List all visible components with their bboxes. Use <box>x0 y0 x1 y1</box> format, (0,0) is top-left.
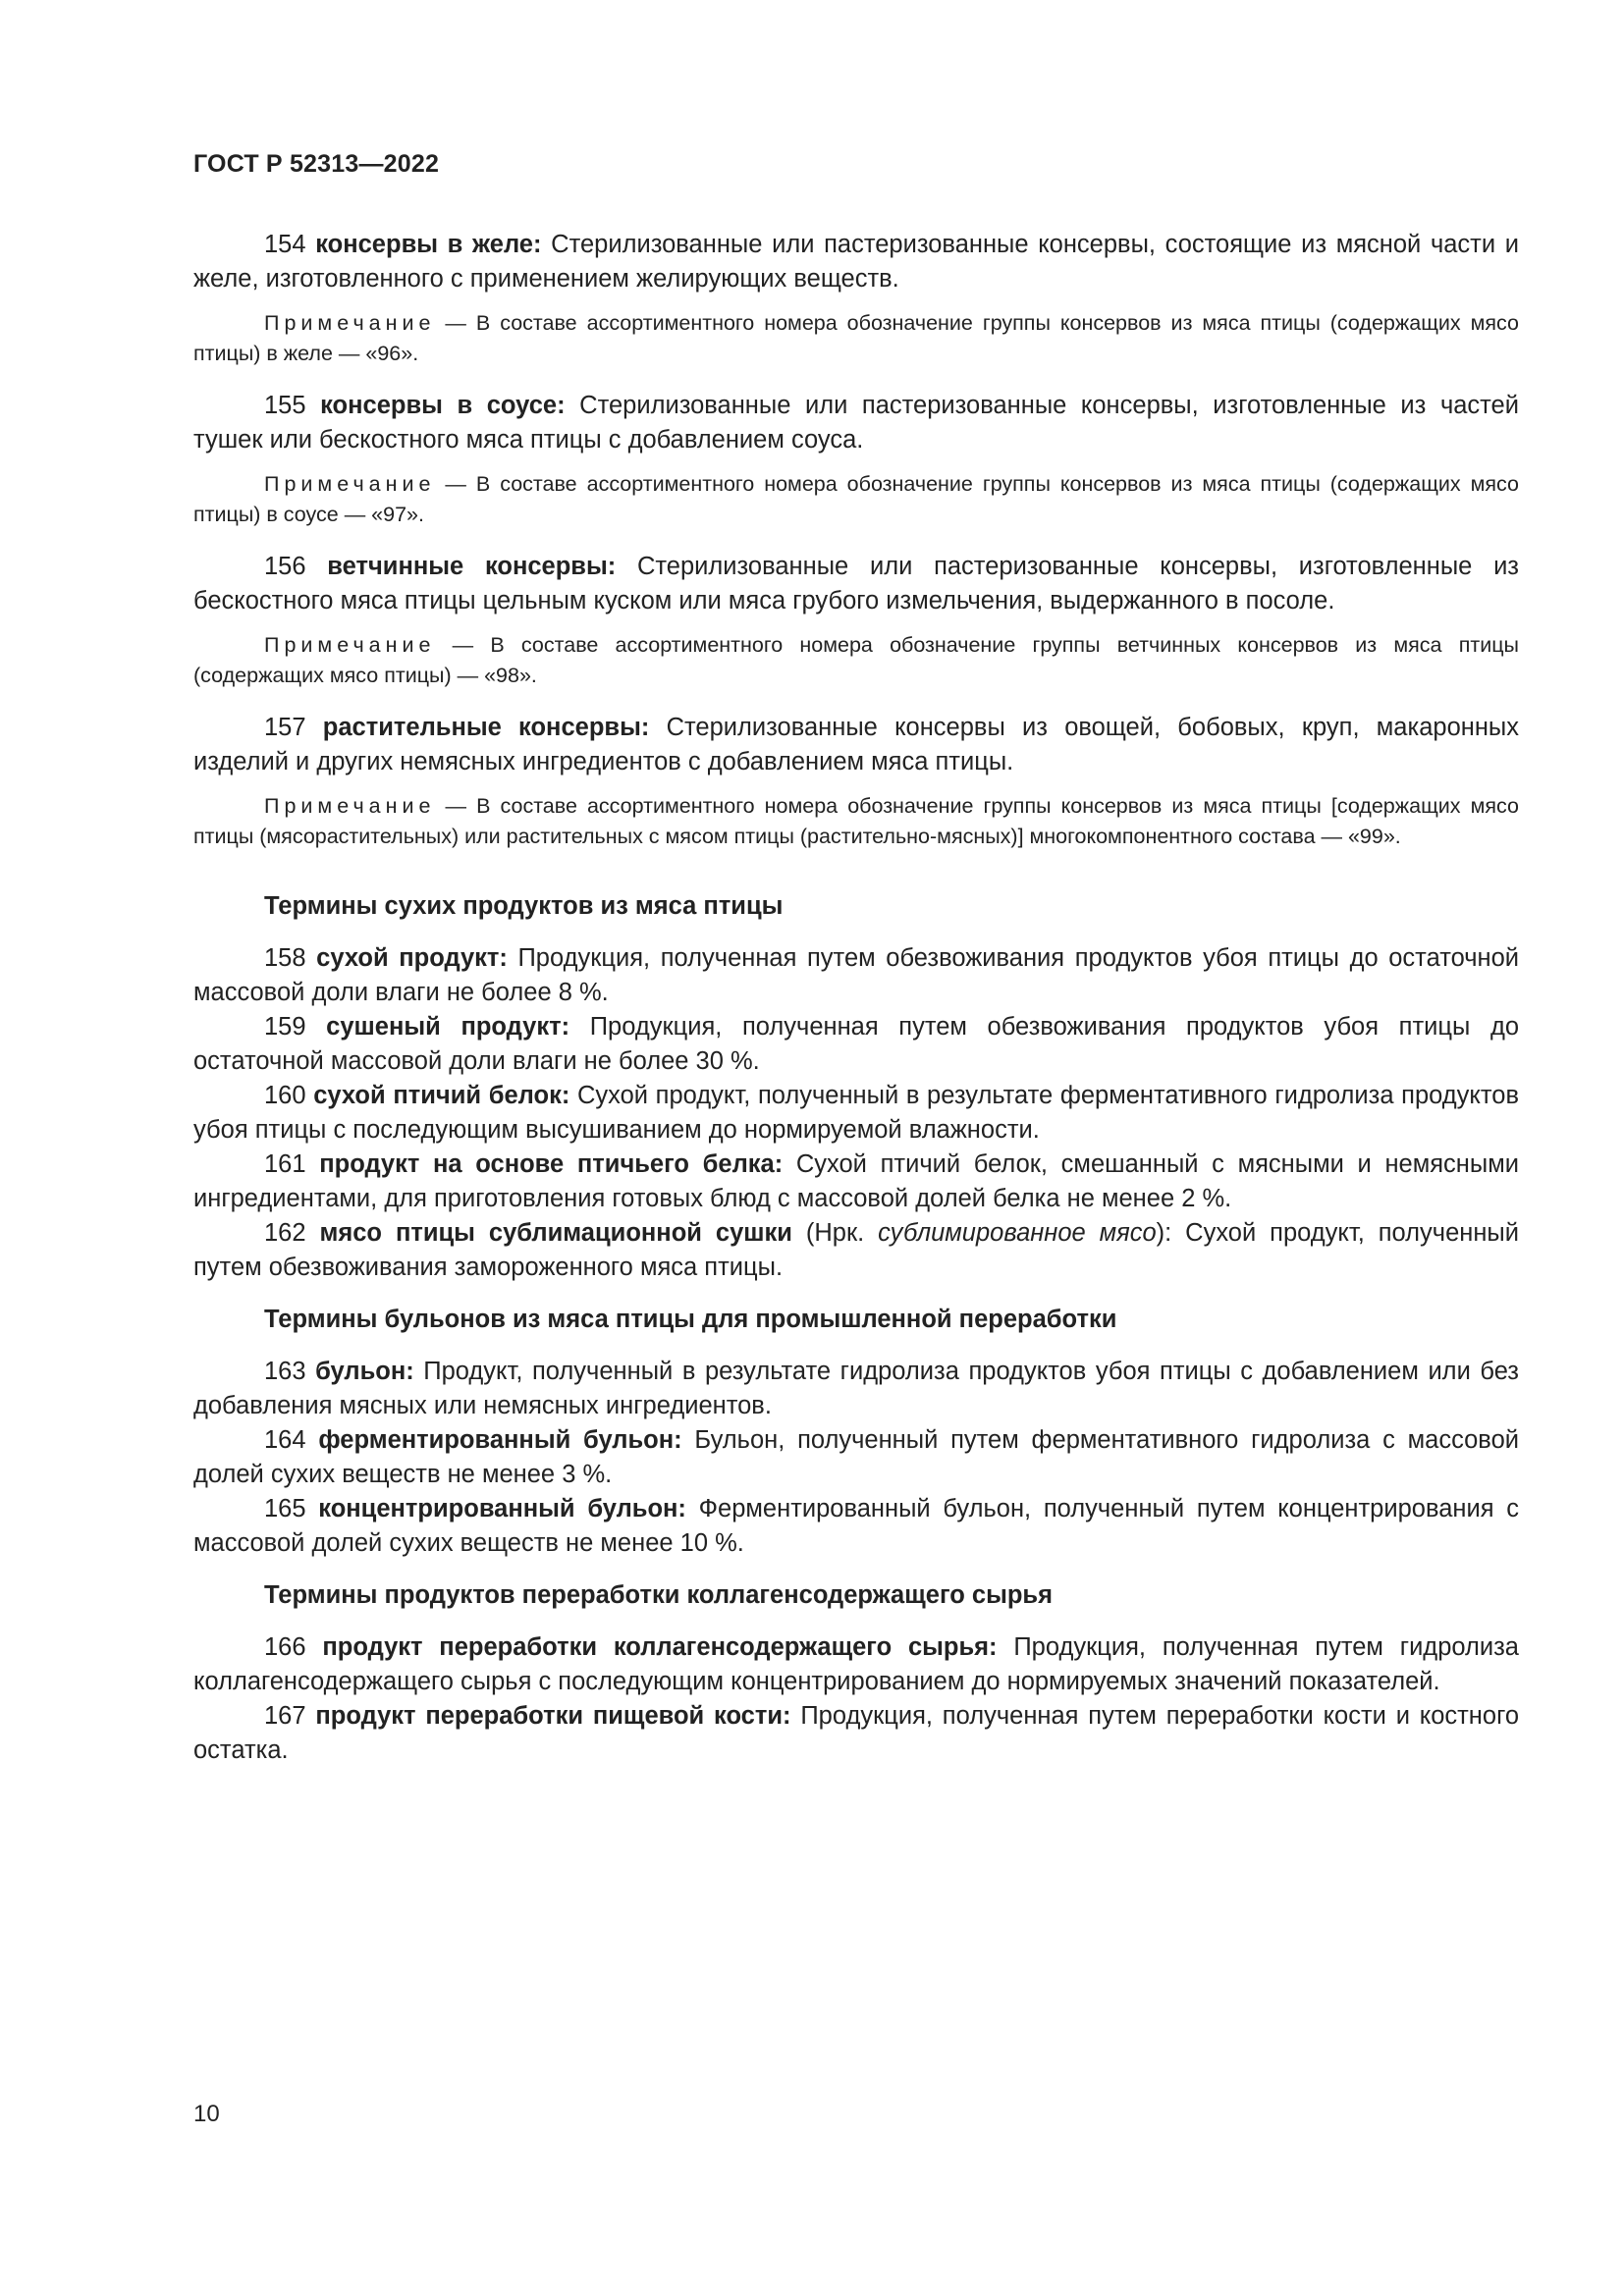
term-160 <box>193 1079 1519 1148</box>
term-name: мясо птицы сублимационной сушки <box>319 1219 792 1247</box>
note-text: — В составе ассортиментного номера обозначение группы ветчинных консервов из мяса птицы (содержащих мясо птицы) — «98». <box>193 633 1519 687</box>
term-166 <box>193 1630 1519 1699</box>
term-number: 154 <box>264 231 306 258</box>
term-name: продукт на основе птичьего белка: <box>319 1150 784 1178</box>
note-label: Примечание <box>264 794 436 818</box>
document-header: ГОСТ Р 52313—2022 <box>193 150 440 178</box>
term-name: ферментированный бульон: <box>318 1426 682 1454</box>
term-number: 161 <box>264 1150 306 1178</box>
term-definition: Стерилизованные консервы из овощей, бобовых, круп, макаронных изделий и других немясных ингредиентов с добавлением мяса птицы. <box>193 714 1519 775</box>
term-definition: Бульон, полученный путем ферментативного гидролиза с массовой долей сухих веществ не менее 3 %. <box>193 1426 1519 1488</box>
term-name: растительные консервы: <box>322 714 650 741</box>
term-name: сухой птичий белок: <box>313 1082 570 1109</box>
note-label: Примечание <box>264 633 436 657</box>
term-157 <box>193 711 1519 779</box>
note-text: — В составе ассортиментного номера обозначение группы консервов из мяса птицы (содержащих мясо птицы) в желе — «96». <box>193 311 1519 365</box>
section-heading-broths: Термины бульонов из мяса птицы для промышленной переработки <box>264 1306 1117 1333</box>
term-name: продукт переработки коллагенсодержащего сырья: <box>322 1633 998 1661</box>
term-definition: Стерилизованные или пастеризованные консервы, изготовленные из бескостного мяса птицы цельным куском или мяса грубого измельчения, выдержанного в посоле. <box>193 553 1520 614</box>
term-name: сухой продукт: <box>316 944 508 972</box>
term-definition: Сухой птичий белок, смешанный с мясными и немясными ингредиентами, для приготовления готовых блюд с массовой долей белка не менее 2 %. <box>193 1150 1519 1212</box>
term-number: 155 <box>264 392 306 419</box>
term-159 <box>193 1010 1519 1079</box>
term-name: продукт переработки пищевой кости: <box>315 1702 791 1730</box>
note-label: Примечание <box>264 472 436 496</box>
note-155 <box>193 469 1519 530</box>
term-name: бульон: <box>315 1358 414 1385</box>
section-heading-dry-products: Термины сухих продуктов из мяса птицы <box>264 892 784 920</box>
note-157 <box>193 791 1519 852</box>
term-number: 156 <box>264 553 306 580</box>
note-154 <box>193 308 1519 369</box>
term-definition: ): Сухой продукт, полученный путем обезвоживания замороженного мяса птицы. <box>193 1219 1519 1281</box>
term-number: 163 <box>264 1358 306 1385</box>
term-165 <box>193 1492 1519 1561</box>
term-161 <box>193 1148 1519 1216</box>
term-number: 162 <box>264 1219 306 1247</box>
term-154 <box>193 228 1519 296</box>
term-name: концентрированный бульон: <box>318 1495 686 1522</box>
term-deprecated-synonym: сублимированное мясо <box>878 1219 1157 1247</box>
term-number: 165 <box>264 1495 306 1522</box>
term-name: сушеный продукт: <box>326 1013 570 1041</box>
term-definition: Продукт, полученный в результате гидролиза продуктов убоя птицы с добавлением или без добавления мясных или немясных ингредиентов. <box>193 1358 1520 1419</box>
term-163 <box>193 1355 1519 1423</box>
term-155 <box>193 389 1519 457</box>
term-164 <box>193 1423 1519 1492</box>
term-number: 158 <box>264 944 306 972</box>
term-name: консервы в желе: <box>315 231 542 258</box>
term-number: 160 <box>264 1082 306 1109</box>
term-162 <box>193 1216 1519 1285</box>
term-definition: Продукция, полученная путем гидролиза коллагенсодержащего сырья с последующим концентрированием до нормируемых значений показателей. <box>193 1633 1519 1695</box>
term-name: консервы в соусе: <box>320 392 566 419</box>
document-body <box>193 228 1519 1768</box>
page-number: 10 <box>193 2101 220 2127</box>
term-definition: Продукция, полученная путем обезвоживания продуктов убоя птицы до остаточной массовой доли влаги не более 30 %. <box>193 1013 1520 1075</box>
term-definition: Сухой продукт, полученный в результате ферментативного гидролиза продуктов убоя птицы с последующим высушиванием до нормируемой влажности. <box>193 1082 1519 1144</box>
term-prefix: (Нрк. <box>791 1219 879 1247</box>
term-number: 159 <box>264 1013 306 1041</box>
note-text: — В составе ассортиментного номера обозначение группы консервов из мяса птицы (содержащих мясо птицы) в соусе — «97». <box>193 472 1519 526</box>
term-definition: Продукция, полученная путем переработки кости и костного остатка. <box>193 1702 1519 1764</box>
term-158 <box>193 941 1519 1010</box>
note-156 <box>193 630 1519 691</box>
term-definition: Стерилизованные или пастеризованные консервы, изготовленные из частей тушек или бескостного мяса птицы с добавлением соуса. <box>193 392 1519 454</box>
term-name: ветчинные консервы: <box>327 553 617 580</box>
section-heading-collagen: Термины продуктов переработки коллагенсодержащего сырья <box>264 1581 1053 1609</box>
term-definition: Продукция, полученная путем обезвоживания продуктов убоя птицы до остаточной массовой доли влаги не более 8 %. <box>193 944 1519 1006</box>
note-text: — В составе ассортиментного номера обозначение группы консервов из мяса птицы [содержащих мясо птицы (мясорастительных) или растительных с мясом птицы (растительно-мясных)] многокомпонентного состава — «99». <box>193 794 1519 848</box>
term-number: 166 <box>264 1633 306 1661</box>
term-definition: Стерилизованные или пастеризованные консервы, состоящие из мясной части и желе, изготовленного с применением желирующих веществ. <box>193 231 1520 293</box>
term-number: 164 <box>264 1426 306 1454</box>
term-167 <box>193 1699 1519 1768</box>
note-label: Примечание <box>264 311 436 335</box>
term-156 <box>193 550 1519 618</box>
term-number: 167 <box>264 1702 306 1730</box>
term-number: 157 <box>264 714 306 741</box>
term-definition: Ферментированный бульон, полученный путем концентрирования с массовой долей сухих веществ не менее 10 %. <box>193 1495 1519 1557</box>
